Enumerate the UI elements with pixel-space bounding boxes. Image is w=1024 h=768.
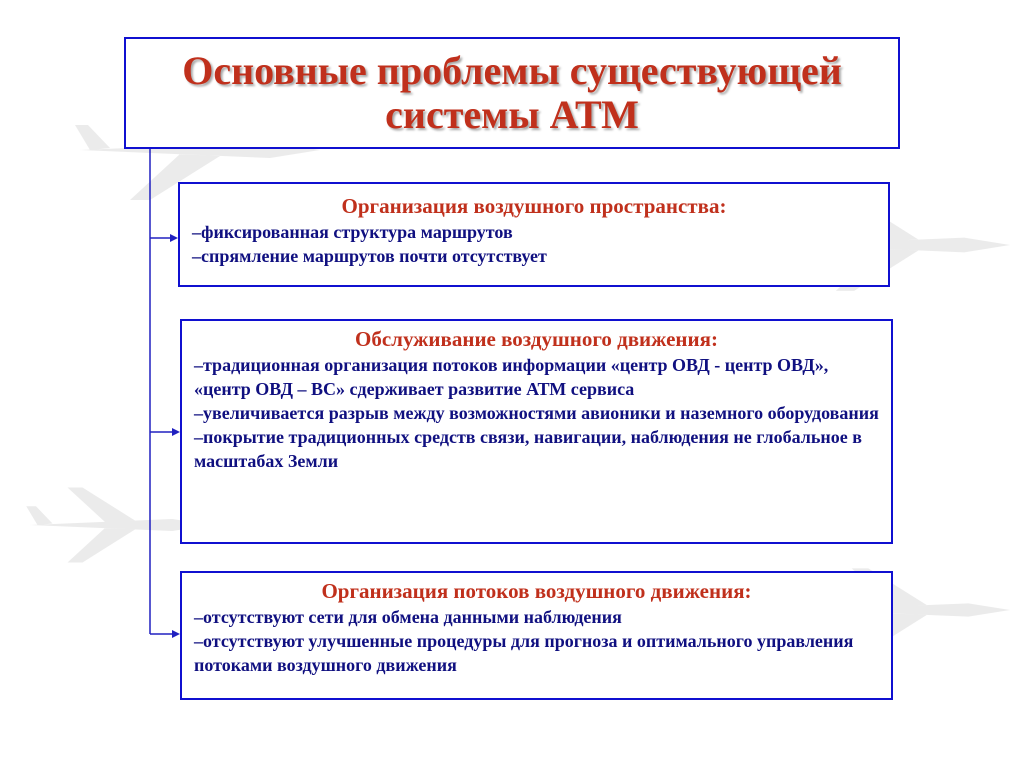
section-heading: Обслуживание воздушного движения: [355,327,718,351]
title-line-2: системы АТМ [385,92,639,137]
section-item: –традиционная организация потоков информации «центр ОВД - центр ОВД», «центр ОВД – ВС» сдерживает развитие АТМ сервиса [194,355,829,399]
arrow-head-1 [170,234,178,242]
section-item: –спрямление маршрутов почти отсутствует [192,246,547,266]
section-traffic-flow-organization [180,571,893,700]
title-line-1: Основные проблемы существующей [182,48,842,93]
section-heading: Организация воздушного пространства: [341,194,727,218]
section-airspace-organization [178,182,890,287]
section-item: –отсутствуют сети для обмена данными наблюдения [194,607,622,627]
arrow-head-2 [172,428,180,436]
section-item: –отсутствуют улучшенные процедуры для прогноза и оптимального управления потоками воздушного движения [194,631,854,675]
arrow-head-3 [172,630,180,638]
section-item: –покрытие традиционных средств связи, навигации, наблюдения не глобальное в масштабах Земли [194,427,862,471]
section-air-traffic-service [180,319,893,544]
section-item: –фиксированная структура маршрутов [192,222,513,242]
section-item: –увеличивается разрыв между возможностями авионики и наземного оборудования [194,403,879,423]
section-heading: Организация потоков воздушного движения: [321,579,752,603]
title-box [124,37,900,149]
